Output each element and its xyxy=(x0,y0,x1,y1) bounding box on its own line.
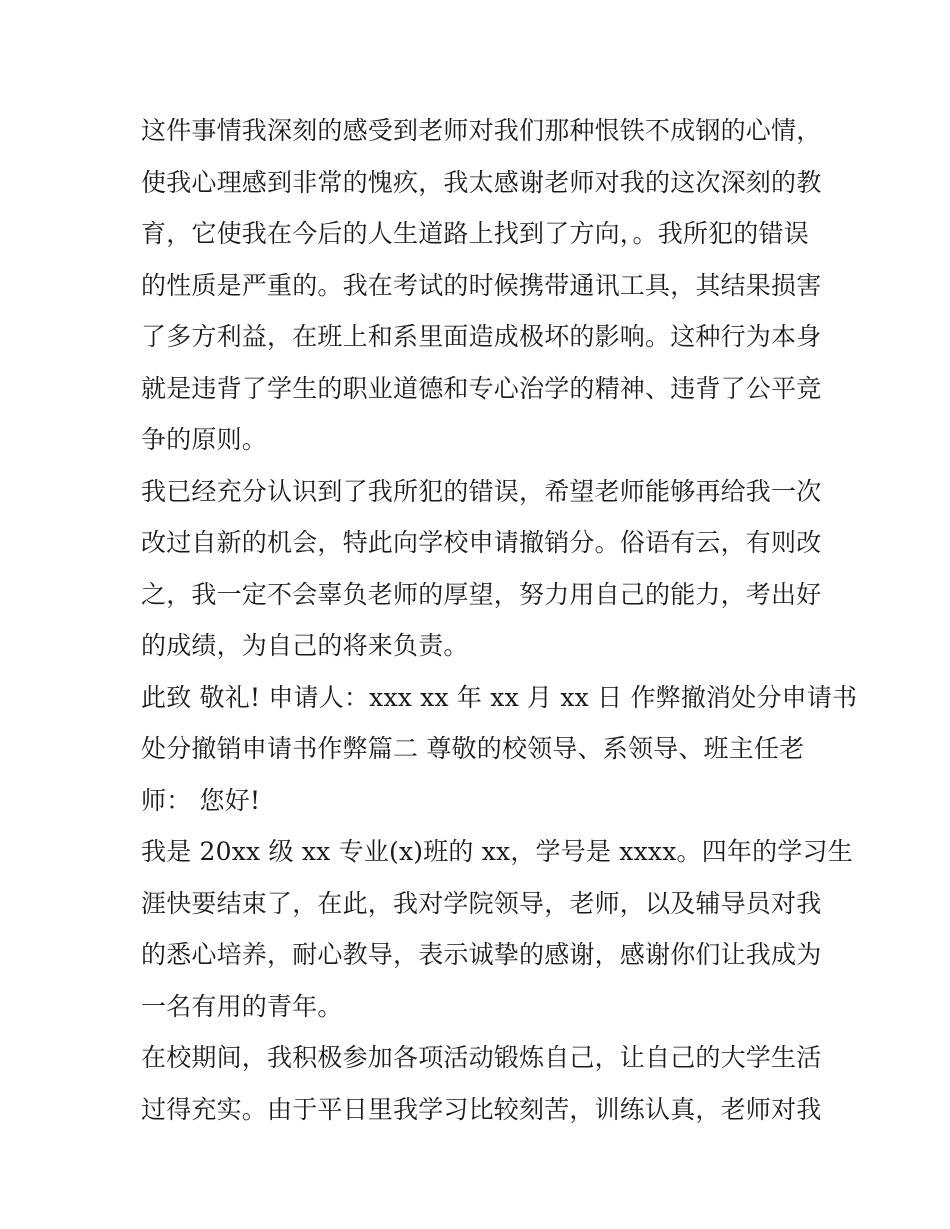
text-line: 争的原则。 xyxy=(141,425,268,454)
text-line: 处分撤销申请书作弊篇二 尊敬的校领导、系领导、班主任老 xyxy=(141,734,805,763)
text-line: 育，它使我在今后的人生道路上找到了方向，。我所犯的错误 xyxy=(141,219,809,248)
text-line: 就是违背了学生的职业道德和专心治学的精神、违背了公平竞 xyxy=(141,373,822,403)
text-line: 改过自新的机会，特此向学校申请撤销分。俗语有云，有则改 xyxy=(141,528,822,557)
text-line: 的成绩，为自己的将来负责。 xyxy=(141,631,469,660)
text-line: 过得充实。由于平日里我学习比较刻苦，训练认真，老师对我 xyxy=(141,1094,822,1124)
text-line: 我是 20xx 级 xx 专业(x)班的 xx，学号是 xxxx。四年的学习生 xyxy=(141,837,853,866)
text-line: 使我心理感到非常的愧疚，我太感谢老师对我的这次深刻的教 xyxy=(141,167,822,197)
text-line: 这件事情我深刻的感受到老师对我们那种恨铁不成钢的心情， xyxy=(141,116,822,145)
text-line: 师： 您好! xyxy=(141,785,261,815)
text-line: 此致 敬礼! 申请人：xxx xx 年 xx 月 xx 日 作弊撤消处分申请书 xyxy=(141,682,858,712)
text-line: 我已经充分认识到了我所犯的错误，希望老师能够再给我一次 xyxy=(141,476,822,506)
text-line: 之，我一定不会辜负老师的厚望，努力用自己的能力，考出好 xyxy=(141,579,822,609)
text-line: 在校期间，我积极参加各项活动锻炼自己，让自己的大学生活 xyxy=(141,1043,822,1072)
text-line: 一名有用的青年。 xyxy=(141,991,343,1021)
text-line: 的性质是严重的。我在考试的时候携带通讯工具，其结果损害 xyxy=(141,270,822,300)
text-line: 的悉心培养，耐心教导，表示诚挚的感谢，感谢你们让我成为 xyxy=(141,940,822,969)
document-body xyxy=(141,105,858,1135)
text-line: 了多方利益，在班上和系里面造成极坏的影响。这种行为本身 xyxy=(141,322,822,351)
text-line: 涯快要结束了，在此，我对学院领导，老师，以及辅导员对我 xyxy=(141,888,822,918)
